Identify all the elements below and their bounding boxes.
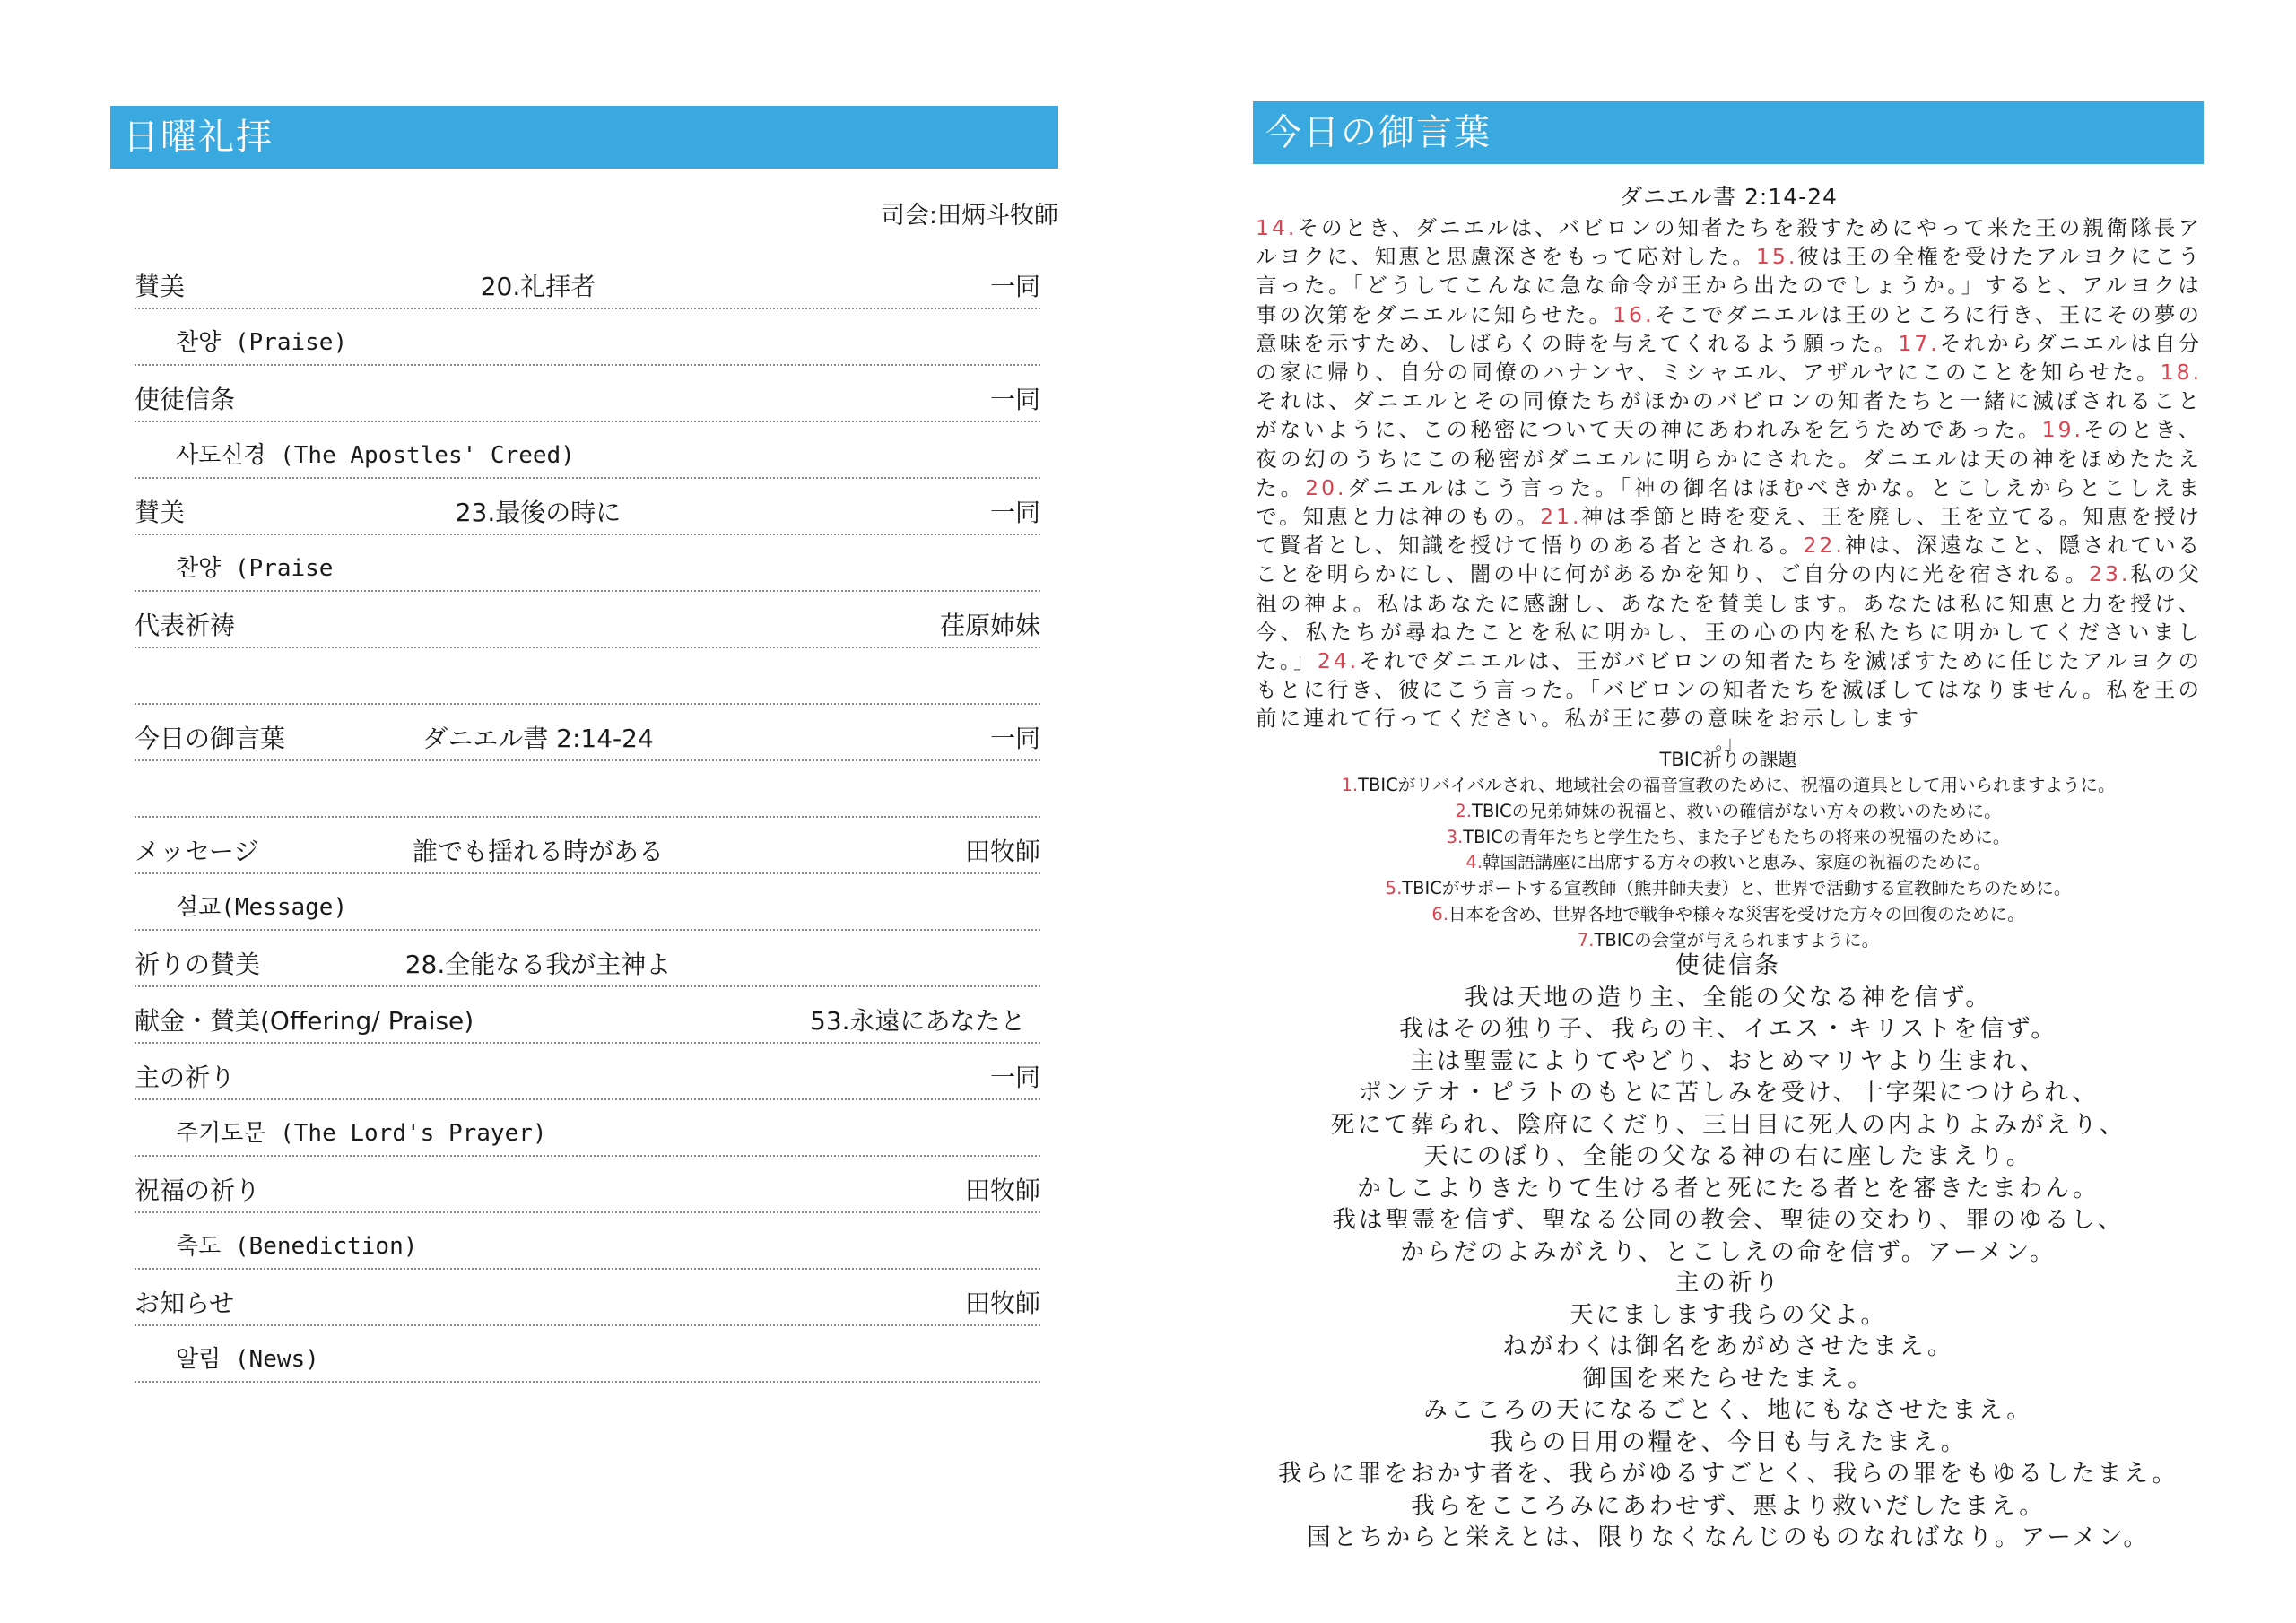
verse-number: 18. <box>2160 360 2202 386</box>
lords-prayer-line: みこころの天になるごとく、地にもなさせたまえ。 <box>1423 1396 2033 1424</box>
creed-line: 死にて葬られ、陰府にくだり、三日目に死人の内よりよみがえり、 <box>1330 1110 2126 1139</box>
prayer-point <box>1253 799 2204 825</box>
service-item-leader: 一同 <box>989 724 1040 753</box>
verse-text: それからダニエルは自分の家に帰り、自分の同僚のハナンヤ、ミシャエル、アザルヤにこのことを知らせた。 <box>1256 330 2203 386</box>
service-item-row <box>135 1157 1040 1213</box>
service-item-title: 主の祈り <box>135 1063 236 1092</box>
creed-lines <box>1253 982 2204 1269</box>
service-subtitle: 사도신경 (The Apostles' Creed) <box>176 442 575 469</box>
service-item-detail: 23.最後の時に <box>455 498 622 527</box>
prayer-point-number: 1. <box>1341 775 1359 795</box>
creed-line: 天にのぼり、全能の父なる神の右に座したまえり。 <box>1423 1142 2033 1170</box>
service-item-row <box>135 705 1040 761</box>
verse-number: 19. <box>2041 417 2084 443</box>
service-item-title: 賛美 <box>135 498 186 527</box>
prayer-point-number: 6. <box>1431 903 1448 924</box>
officiant-label: 司会:田炳斗牧師 <box>880 202 1058 230</box>
prayer-point <box>1253 902 2204 928</box>
service-item-title: 代表祈祷 <box>135 611 236 640</box>
verse-number: 24. <box>1317 648 1360 674</box>
verse-text: それでダニエルは、王がバビロンの知者たちを滅ぼすために任じたアルヨクのもとに行き、彼にこう言った。「バビロンの知者たちを滅ぼしてはなりません。私を王の前に連れて行ってください。私が王に夢の意味をお示しします <box>1256 648 2203 732</box>
service-item-leader: 一同 <box>989 1063 1040 1092</box>
service-item-leader: 一同 <box>989 498 1040 527</box>
lords-prayer-line: 我らの日用の糧を、今日も与えたまえ。 <box>1489 1428 1968 1456</box>
prayer-point-text: TBICがリバイバルされ、地域社会の福音宣教のために、祝福の道具として用いられますように。 <box>1358 775 2116 795</box>
prayer-points-title: TBIC祈りの課題 <box>1659 749 1797 770</box>
prayer-point-number: 4. <box>1465 852 1483 873</box>
prayer-point-number: 7. <box>1577 929 1595 950</box>
scripture-text <box>1256 213 2202 733</box>
service-item-title: メッセージ <box>135 837 259 866</box>
service-item-row <box>135 366 1040 422</box>
verse-text: 彼は王の全権を受けたアルヨクにこう言った。「どうしてこんなに急な命令が王から出たのでしょうか。」すると、アルヨクは事の次第をダニエルに知らせた。 <box>1256 244 2203 327</box>
lords-prayer-title: 主の祈り <box>1675 1269 1781 1297</box>
lords-prayer-line: 天にまします我らの父よ。 <box>1570 1300 1887 1329</box>
verse-number: 16. <box>1613 301 1655 327</box>
verse-number: 20. <box>1305 474 1347 500</box>
verse-number: 23. <box>2089 561 2131 587</box>
apostles-creed <box>1253 950 2204 1268</box>
service-subtitle: 설교(Message) <box>176 894 348 921</box>
service-subtitle-row <box>135 1100 1040 1157</box>
lords-prayer-line: 我らをこころみにあわせず、悪より救いだしたまえ。 <box>1411 1491 2046 1520</box>
service-item-title: お知らせ <box>135 1289 235 1318</box>
scripture-tail: 。」 <box>1715 731 1743 753</box>
prayer-point <box>1253 773 2204 799</box>
creed-line: 主は聖霊によりてやどり、おとめマリヤより生まれ、 <box>1410 1046 2047 1075</box>
service-item-row <box>135 987 1040 1044</box>
service-item-detail: 誰でも揺れる時がある <box>412 837 665 866</box>
service-subtitle: 찬양 (Praise) <box>176 329 348 356</box>
verse-text: 神は季節と時を変え、王を廃し、王を立てる。知恵を授けて賢者とし、知識を授けて悟りのある者とされる。 <box>1256 504 2202 559</box>
service-item-detail: 53.永遠にあなたと <box>810 1006 1026 1036</box>
verse-number: 21. <box>1540 504 1582 530</box>
service-item-title: 今日の御言葉 <box>135 724 286 753</box>
service-item-title: 使徒信条 <box>135 385 236 414</box>
service-item-leader: 一同 <box>989 272 1040 301</box>
verse-number: 14. <box>1256 215 1298 240</box>
order-of-service <box>135 253 1040 1383</box>
verse-text: 神は、深遠なこと、隠されていることを明らかにし、闇の中に何があるかを知り、ご自分の内に光を宿される。 <box>1256 533 2203 587</box>
prayer-point-text: TBICの青年たちと学生たち、また子どもたちの将来の祝福のために。 <box>1463 826 2011 847</box>
verse-number: 17. <box>1898 330 1940 356</box>
prayer-point-text: 日本を含め、世界各地で戦争や様々な災害を受けた方々の回復のために。 <box>1448 903 2025 924</box>
prayer-point-text: TBICがサポートする宣教師（熊井師夫妻）と、世界で活動する宣教師たちのために。 <box>1402 878 2072 899</box>
service-item-row <box>135 1270 1040 1326</box>
service-item-title: 献金・賛美(Offering/ Praise) <box>135 1006 474 1036</box>
creed-title: 使徒信条 <box>1675 951 1781 979</box>
sunday-service-banner: 日曜礼拝 <box>110 106 1058 169</box>
lords-prayer-line: 国とちからと栄えとは、限りなくなんじのものなればなり。アーメン。 <box>1307 1523 2150 1551</box>
service-subtitle-row <box>135 1213 1040 1270</box>
verse-text: それは、ダニエルとその同僚たちがほかのバビロンの知者たちと一緒に滅ぼされることがないように、この秘密について天の神にあわれみを乞うためであった。 <box>1256 388 2202 443</box>
verse-text: そのとき、夜の幻のうちにこの秘密がダニエルに明らかにされた。ダニエルは天の神をほめたたえた。 <box>1256 417 2203 500</box>
prayer-points <box>1253 746 2204 954</box>
service-subtitle-row <box>135 535 1040 592</box>
lords-prayer-line: 御国を来たらせたまえ。 <box>1582 1364 1874 1393</box>
prayer-points-list <box>1253 773 2204 954</box>
prayer-point <box>1253 876 2204 902</box>
prayer-point-number: 2. <box>1455 800 1472 821</box>
prayer-point-text: TBICの会堂が与えられますように。 <box>1594 929 1880 950</box>
service-item-leader: 荏原姉妹 <box>939 611 1040 640</box>
prayer-point-number: 5. <box>1385 878 1403 899</box>
service-item-title: 賛美 <box>135 272 186 301</box>
prayer-point-text: TBICの兄弟姉妹の祝福と、救いの確信がない方々の救いのために。 <box>1471 800 2002 821</box>
verse-text: 私の父祖の神よ。私はあなたに感謝し、あなたを賛美します。あなたは私に知恵と力を授け、今、私たちが尋ねたことを私に明かし、王の心の内を私たちに明かしてくださいました。」 <box>1256 561 2203 674</box>
service-item-title: 祈りの賛美 <box>135 950 261 979</box>
service-item-detail: 28.全能なる我が主神よ <box>404 950 672 979</box>
lords-prayer-line: 我らに罪をおかす者を、我らがゆるすごとく、我らの罪をもゆるしたまえ。 <box>1277 1460 2179 1488</box>
scripture-block <box>1256 179 2202 751</box>
service-subtitle-row <box>135 1326 1040 1383</box>
service-item-row <box>135 818 1040 874</box>
verse-text: そのとき、ダニエルは、バビロンの知者たちを殺すためにやって来た王の親衛隊長アルヨクに、知恵と思慮深さをもって応対した。 <box>1256 215 2202 270</box>
service-item-row <box>135 592 1040 648</box>
service-subtitle-row <box>135 309 1040 366</box>
creed-line: 我は聖霊を信ず、聖なる公同の教会、聖徒の交わり、罪のゆるし、 <box>1332 1206 2125 1234</box>
lords-prayer-line: ねがわくは御名をあがめさせたまえ。 <box>1502 1332 1954 1360</box>
service-item-row <box>135 931 1040 987</box>
todays-word-banner: 今日の御言葉 <box>1253 101 2204 164</box>
prayer-point <box>1253 850 2204 876</box>
service-item-row <box>135 1044 1040 1100</box>
verse-number: 22. <box>1803 533 1845 559</box>
lords-prayer <box>1253 1267 2204 1554</box>
service-item-leader: 田牧師 <box>964 1176 1040 1205</box>
service-subtitle: 알림 (News) <box>176 1346 319 1373</box>
verse-number: 15. <box>1755 244 1798 270</box>
prayer-point-text: 韓国語講座に出席する方々の救いと恵み、家庭の祝福のために。 <box>1482 852 1991 873</box>
service-item-title: 祝福の祈り <box>135 1176 261 1205</box>
service-item-detail: 20.礼拝者 <box>480 272 596 301</box>
service-subtitle-row <box>135 648 1040 705</box>
service-item-detail: ダニエル書 2:14-24 <box>422 724 654 753</box>
verse-text: ダニエルはこう言った。「神の御名はほむべきかな。とこしえからとこしえまで。知恵と力は神のもの。 <box>1256 474 2202 530</box>
creed-line: かしこよりきたりて生ける者と死にたる者とを審きたまわん。 <box>1357 1174 2100 1202</box>
scripture-reference: ダニエル書 2:14-24 <box>1620 184 1838 210</box>
verse-text: そこでダニエルは王のところに行き、王にその夢の意味を示すため、しばらくの時を与えてくれるよう願った。 <box>1256 301 2203 356</box>
service-subtitle-row <box>135 761 1040 818</box>
service-subtitle-row <box>135 422 1040 479</box>
service-item-leader: 田牧師 <box>964 1289 1040 1318</box>
service-subtitle: 주기도문 (The Lord's Prayer) <box>176 1120 547 1147</box>
service-item-row <box>135 253 1040 309</box>
service-subtitle: 축도 (Benediction) <box>176 1233 418 1260</box>
creed-line: 我はその独り子、我らの主、イエス・キリストを信ず。 <box>1399 1015 2057 1043</box>
service-item-row <box>135 479 1040 535</box>
lords-prayer-lines <box>1253 1299 2204 1554</box>
prayer-point <box>1253 825 2204 851</box>
service-item-leader: 田牧師 <box>964 837 1040 866</box>
creed-line: からだのよみがえり、とこしえの命を信ず。アーメン。 <box>1400 1237 2057 1266</box>
prayer-point-number: 3. <box>1446 826 1464 847</box>
creed-line: ポンテオ・ピラトのもとに苦しみを受け、十字架につけられ、 <box>1358 1079 2099 1107</box>
service-item-leader: 一同 <box>989 385 1040 414</box>
creed-line: 我は天地の造り主、全能の父なる神を信ず。 <box>1465 983 1992 1011</box>
service-subtitle: 찬양 (Praise <box>176 555 334 582</box>
service-subtitle-row <box>135 874 1040 931</box>
